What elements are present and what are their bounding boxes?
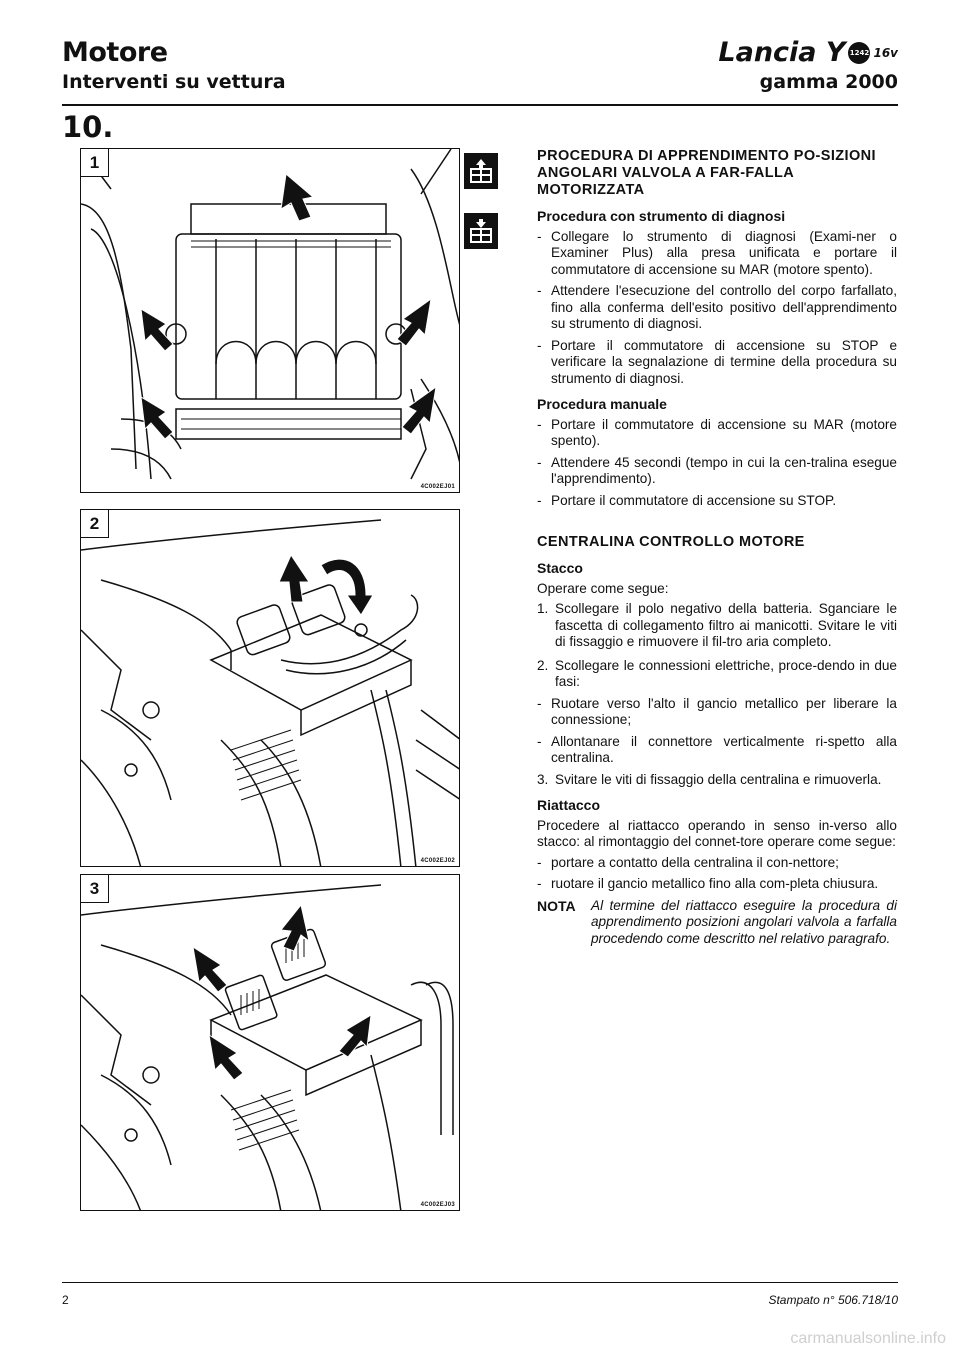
detach-heading: Stacco xyxy=(537,560,583,576)
list-item: - ruotare il gancio metallico fino alla com-pleta chiusura. xyxy=(537,876,897,893)
text-column xyxy=(537,148,897,947)
brand-suffix: 16v xyxy=(873,46,898,60)
header-rule xyxy=(62,104,898,106)
detach-steps-cont xyxy=(537,772,897,789)
section-title: Motore xyxy=(62,37,168,68)
list-item: - Portare il commutatore di accensione su STOP. xyxy=(537,493,897,510)
note-text: Al termine del riattacco eseguire la procedura di apprendimento posizioni angolari valvola a farfalla procedendo come descritto nel relativo paragrafo. xyxy=(591,897,897,946)
list-item: - Portare il commutatore di accensione su STOP e verificare la segnalazione di termine della procedura su strumento di diagnosi. xyxy=(537,338,897,388)
figure-2 xyxy=(80,509,460,867)
list-item xyxy=(537,658,897,691)
manual-heading: Procedura manuale xyxy=(537,396,667,412)
brand-badge: 1242 xyxy=(848,42,870,64)
figure-3 xyxy=(80,874,460,1211)
engine-illustration-3 xyxy=(81,875,460,1211)
attach-steps xyxy=(537,855,897,893)
attach-heading: Riattacco xyxy=(537,797,601,813)
watermark: carmanualsonline.info xyxy=(790,1330,946,1347)
figure-code: 4C002EJ02 xyxy=(420,858,455,864)
list-item: - Attendere l'esecuzione del controllo del corpo farfallato, fino alla conferma dell'esito positivo dell'apprendimento su strumento di diagnosi. xyxy=(537,283,897,333)
step-number: 3. xyxy=(537,771,549,787)
note-label: NOTA xyxy=(537,897,576,914)
list-item: - Allontanare il connettore verticalmente ri-spetto alla centralina. xyxy=(537,734,897,767)
list-item: - Collegare lo strumento di diagnosi (Exami-ner o Examiner Plus) alla presa unificata e portare il commutatore di accensione su MAR (motore spento). xyxy=(537,229,897,279)
list-item xyxy=(537,601,897,651)
figure-number: 1 xyxy=(81,149,109,177)
detach-intro: Operare come segue: xyxy=(537,580,669,596)
ecu-title: CENTRALINA CONTROLLO MOTORE xyxy=(537,534,805,550)
list-item: - Attendere 45 secondi (tempo in cui la cen-tralina esegue l'apprendimento). xyxy=(537,455,897,488)
figure-code: 4C002EJ03 xyxy=(420,1202,455,1208)
page-number: 2 xyxy=(62,1293,69,1307)
remove-icon xyxy=(464,153,498,189)
footer-rule xyxy=(62,1282,898,1283)
engine-illustration-1 xyxy=(81,149,460,493)
step-number: 1. xyxy=(537,601,549,616)
section-number: 10. xyxy=(62,110,114,144)
procedure-title: PROCEDURA DI APPRENDIMENTO PO-SIZIONI ANGOLARI VALVOLA A FAR-FALLA MOTORIZZATA xyxy=(537,148,876,198)
detach-substeps xyxy=(537,696,897,767)
figure-1 xyxy=(80,148,460,493)
diag-heading: Procedura con strumento di diagnosi xyxy=(537,208,786,224)
figure-number: 2 xyxy=(81,510,109,538)
attach-intro: Procedere al riattacco operando in senso in-verso allo stacco: al rimontaggio del connet-tore operare come segue: xyxy=(537,817,897,849)
print-reference: Stampato n° 506.718/10 xyxy=(768,1293,898,1307)
install-icon xyxy=(464,213,498,249)
header-right xyxy=(718,38,898,94)
diag-steps xyxy=(537,229,897,388)
brand-logo xyxy=(718,38,898,68)
note xyxy=(537,898,897,948)
subsection-title: Interventi su vettura xyxy=(62,71,286,93)
detach-steps xyxy=(537,601,897,691)
list-item: - Portare il commutatore di accensione su MAR (motore spento). xyxy=(537,417,897,450)
header-left xyxy=(62,38,286,94)
list-item: - portare a contatto della centralina il con-nettore; xyxy=(537,855,897,872)
engine-illustration-2 xyxy=(81,510,460,867)
list-item xyxy=(537,772,897,789)
step-number: 2. xyxy=(537,657,549,673)
figure-number: 3 xyxy=(81,875,109,903)
step-text: Scollegare le connessioni elettriche, proce-dendo in due fasi: xyxy=(555,657,897,689)
brand-name: Lancia Y xyxy=(718,37,846,68)
figure-code: 4C002EJ01 xyxy=(420,484,455,490)
manual-steps xyxy=(537,417,897,510)
step-text: Scollegare il polo negativo della batteria. Sganciare le fascetta di collegamento filtro ai manicotti. Svitare le viti di fissaggio e rimuovere il fil-tro aria completo. xyxy=(555,601,897,649)
step-text: Svitare le viti di fissaggio della centralina e rimuoverla. xyxy=(555,771,882,787)
model-range: gamma 2000 xyxy=(759,71,898,93)
list-item: - Ruotare verso l'alto il gancio metallico per liberare la connessione; xyxy=(537,696,897,729)
